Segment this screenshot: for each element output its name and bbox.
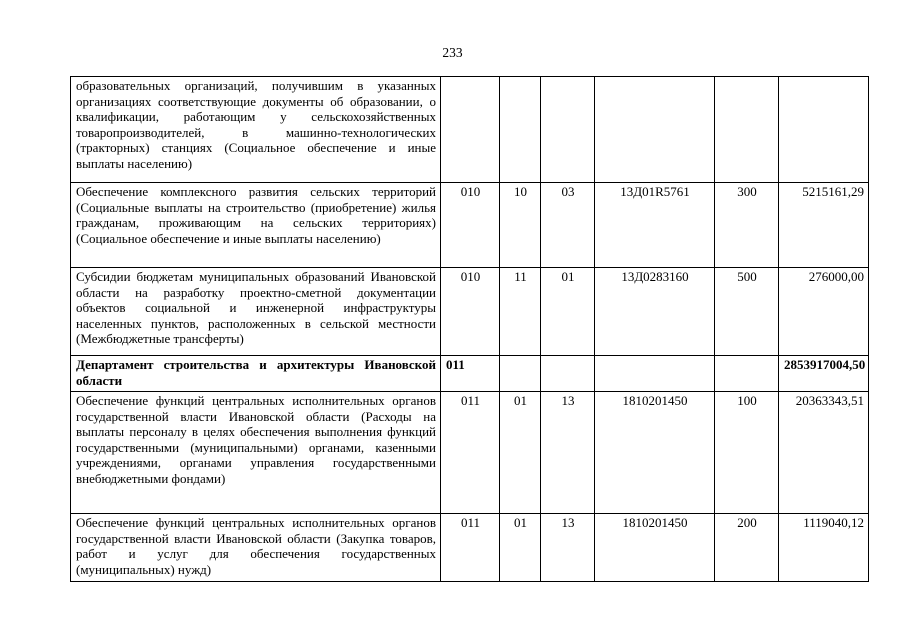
row-description: образовательных организаций, получившим в указанных организациях соответствующие документы об образовании, о квалификации, работающим у сельскохозяйственных товаропроизводителей, в машинно-технологических (тракторных) станциях (Социальное обеспечение и иные выплаты населению): [71, 77, 441, 183]
subsection-code: 13: [541, 514, 595, 582]
ministry-code: 010: [441, 183, 500, 268]
amount: 1119040,12: [779, 514, 869, 582]
amount: 2853917004,50: [779, 356, 869, 392]
subsection-code: [541, 77, 595, 183]
expense-type-code: 500: [715, 268, 779, 356]
expense-type-code: [715, 77, 779, 183]
budget-table: [70, 76, 869, 582]
ministry-code: 011: [441, 356, 500, 392]
section-code: 11: [500, 268, 541, 356]
section-code: 10: [500, 183, 541, 268]
section-code: 01: [500, 392, 541, 514]
page-number: 233: [442, 45, 463, 60]
amount: 276000,00: [779, 268, 869, 356]
target-code: [595, 356, 715, 392]
row-description: Обеспечение комплексного развития сельских территорий (Социальные выплаты на строительство (приобретение) жилья гражданам, проживающим на сельских территориях) (Социальное обеспечение и иные выплаты населению): [71, 183, 441, 268]
table-row: [71, 268, 869, 356]
ministry-code: 011: [441, 392, 500, 514]
subsection-code: 01: [541, 268, 595, 356]
target-code: 1810201450: [595, 392, 715, 514]
expense-type-code: 300: [715, 183, 779, 268]
ministry-code: [441, 77, 500, 183]
section-code: [500, 77, 541, 183]
target-code: 13Д01R5761: [595, 183, 715, 268]
expense-type-code: [715, 356, 779, 392]
amount: 20363343,51: [779, 392, 869, 514]
amount: 5215161,29: [779, 183, 869, 268]
subsection-code: [541, 356, 595, 392]
section-code: [500, 356, 541, 392]
table-row: [71, 77, 869, 183]
expense-type-code: 200: [715, 514, 779, 582]
target-code: 13Д0283160: [595, 268, 715, 356]
target-code: [595, 77, 715, 183]
expense-type-code: 100: [715, 392, 779, 514]
amount: [779, 77, 869, 183]
section-code: 01: [500, 514, 541, 582]
target-code: 1810201450: [595, 514, 715, 582]
table-row: [71, 183, 869, 268]
subsection-code: 03: [541, 183, 595, 268]
row-description: Обеспечение функций центральных исполнительных органов государственной власти Ивановской области (Закупка товаров, работ и услуг для обеспечения государственных (муниципальных) нужд): [71, 514, 441, 582]
subsection-code: 13: [541, 392, 595, 514]
row-description: Департамент строительства и архитектуры Ивановской области: [71, 356, 441, 392]
ministry-code: 010: [441, 268, 500, 356]
row-description: Субсидии бюджетам муниципальных образований Ивановской области на разработку проектно-сметной документации объектов социальной и инженерной инфраструктуры населенных пунктов, расположенных в сельской местности (Межбюджетные трансферты): [71, 268, 441, 356]
table-row: [71, 392, 869, 514]
row-description: Обеспечение функций центральных исполнительных органов государственной власти Ивановской области (Расходы на выплаты персоналу в целях обеспечения выполнения функций государственными (муниципальными) органами, казенными учреждениями, органами управления государственными внебюджетными фондами): [71, 392, 441, 514]
table-row: [71, 356, 869, 392]
table-row: [71, 514, 869, 582]
ministry-code: 011: [441, 514, 500, 582]
